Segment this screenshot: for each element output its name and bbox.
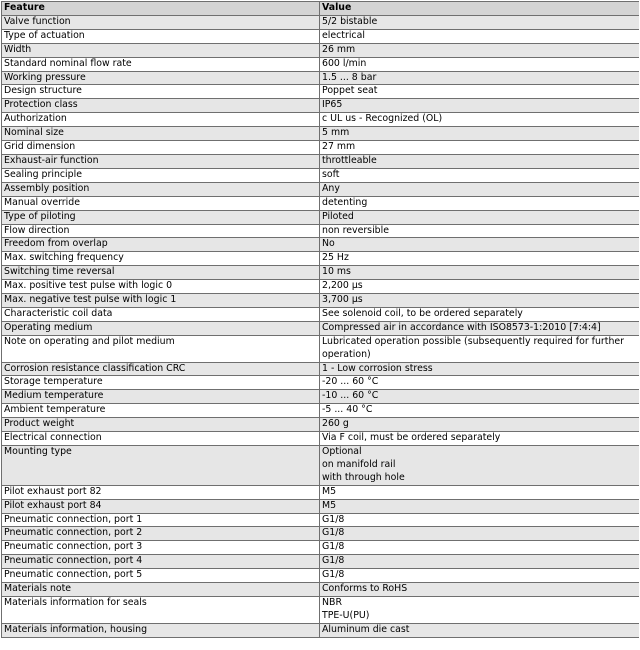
table-row	[2, 527, 640, 541]
feature-cell: Flow direction	[2, 224, 320, 238]
value-cell	[320, 555, 640, 569]
value-line: 27 mm	[322, 141, 356, 153]
table-row	[2, 29, 640, 43]
table-row	[2, 390, 640, 404]
feature-cell: Nominal size	[2, 127, 320, 141]
value-line: M5	[322, 499, 337, 511]
value-line: -5 ... 40 °C	[322, 404, 373, 416]
table-row	[2, 485, 640, 499]
value-line: G1/8	[322, 569, 345, 581]
feature-cell: Authorization	[2, 113, 320, 127]
value-line: Via F coil, must be ordered separately	[322, 432, 501, 444]
table-row	[2, 210, 640, 224]
feature-cell: Electrical connection	[2, 432, 320, 446]
table-row	[2, 127, 640, 141]
table-row	[2, 99, 640, 113]
value-line: non reversible	[322, 224, 389, 236]
table-row	[2, 196, 640, 210]
value-cell	[320, 321, 640, 335]
feature-cell: Pilot exhaust port 84	[2, 499, 320, 513]
table-row	[2, 432, 640, 446]
table-row	[2, 596, 640, 623]
table-row	[2, 43, 640, 57]
feature-cell: Protection class	[2, 99, 320, 113]
value-line: TPE-U(PU)	[322, 609, 370, 621]
value-line: 10 ms	[322, 266, 351, 278]
feature-cell: Max. switching frequency	[2, 252, 320, 266]
value-line: soft	[322, 168, 340, 180]
value-cell	[320, 335, 640, 362]
value-cell	[320, 527, 640, 541]
table-row	[2, 141, 640, 155]
feature-cell: Pneumatic connection, port 2	[2, 527, 320, 541]
table-row	[2, 294, 640, 308]
value-line: G1/8	[322, 541, 345, 553]
feature-cell: Working pressure	[2, 71, 320, 85]
value-cell	[320, 623, 640, 637]
value-cell	[320, 266, 640, 280]
table-row	[2, 376, 640, 390]
value-cell	[320, 196, 640, 210]
feature-cell: Grid dimension	[2, 141, 320, 155]
value-cell	[320, 362, 640, 376]
value-line: -20 ... 60 °C	[322, 376, 379, 388]
value-cell	[320, 390, 640, 404]
feature-cell: Medium temperature	[2, 390, 320, 404]
feature-cell: Design structure	[2, 85, 320, 99]
value-cell	[320, 210, 640, 224]
table-row	[2, 85, 640, 99]
feature-cell: Pneumatic connection, port 5	[2, 569, 320, 583]
value-line: electrical	[322, 29, 365, 41]
feature-cell: Mounting type	[2, 446, 320, 486]
feature-cell: Valve function	[2, 15, 320, 29]
value-cell	[320, 182, 640, 196]
feature-cell: Pilot exhaust port 82	[2, 485, 320, 499]
table-row	[2, 569, 640, 583]
value-line: c UL us - Recognized (OL)	[322, 113, 443, 125]
value-line: 5 mm	[322, 127, 350, 139]
table-row	[2, 182, 640, 196]
value-cell	[320, 446, 640, 486]
header-row	[2, 2, 640, 16]
table-row	[2, 266, 640, 280]
value-cell	[320, 418, 640, 432]
value-line: IP65	[322, 99, 343, 111]
feature-cell: Type of piloting	[2, 210, 320, 224]
table-row	[2, 335, 640, 362]
value-line: Compressed air in accordance with ISO8573-1:2010 [7:4:4]	[322, 321, 601, 333]
value-cell	[320, 43, 640, 57]
feature-cell: Materials note	[2, 583, 320, 597]
value-line: with through hole	[322, 471, 405, 483]
value-line: -10 ... 60 °C	[322, 390, 379, 402]
value-column-header: Value	[320, 2, 640, 16]
feature-cell: Materials information for seals	[2, 596, 320, 623]
value-cell	[320, 583, 640, 597]
table-row	[2, 71, 640, 85]
value-line: 1 - Low corrosion stress	[322, 362, 433, 374]
table-row	[2, 154, 640, 168]
feature-column-header: Feature	[2, 2, 320, 16]
value-cell	[320, 499, 640, 513]
feature-cell: Freedom from overlap	[2, 238, 320, 252]
table-row	[2, 57, 640, 71]
value-line: Piloted	[322, 210, 354, 222]
value-cell	[320, 168, 640, 182]
table-row	[2, 499, 640, 513]
feature-cell: Exhaust-air function	[2, 154, 320, 168]
feature-cell: Storage temperature	[2, 376, 320, 390]
value-line: 600 l/min	[322, 57, 367, 69]
feature-cell: Characteristic coil data	[2, 307, 320, 321]
value-cell	[320, 307, 640, 321]
feature-cell: Note on operating and pilot medium	[2, 335, 320, 362]
table-row	[2, 113, 640, 127]
table-row	[2, 583, 640, 597]
table-row	[2, 168, 640, 182]
value-line: Any	[322, 182, 340, 194]
value-line: Poppet seat	[322, 85, 378, 97]
value-line: 25 Hz	[322, 252, 349, 264]
value-line: Lubricated operation possible (subsequently required for further	[322, 335, 625, 347]
value-line: 5/2 bistable	[322, 15, 378, 27]
table-row	[2, 307, 640, 321]
value-cell	[320, 376, 640, 390]
table-row	[2, 15, 640, 29]
value-line: 260 g	[322, 418, 349, 430]
value-cell	[320, 29, 640, 43]
value-cell	[320, 541, 640, 555]
value-cell	[320, 85, 640, 99]
spec-table-header	[2, 2, 640, 16]
feature-cell: Standard nominal flow rate	[2, 57, 320, 71]
value-line: 3,700 µs	[322, 294, 363, 306]
value-cell	[320, 71, 640, 85]
value-line: See solenoid coil, to be ordered separately	[322, 307, 523, 319]
feature-cell: Type of actuation	[2, 29, 320, 43]
table-row	[2, 513, 640, 527]
value-line: detenting	[322, 196, 368, 208]
value-line: 2,200 µs	[322, 280, 363, 292]
value-cell	[320, 404, 640, 418]
table-row	[2, 623, 640, 637]
feature-cell: Manual override	[2, 196, 320, 210]
table-row	[2, 555, 640, 569]
table-row	[2, 362, 640, 376]
value-line: Optional	[322, 446, 362, 457]
spec-table	[1, 1, 639, 638]
value-cell	[320, 141, 640, 155]
feature-cell: Pneumatic connection, port 4	[2, 555, 320, 569]
value-line: No	[322, 238, 335, 250]
value-line: on manifold rail	[322, 458, 396, 470]
feature-cell: Sealing principle	[2, 168, 320, 182]
value-line: operation)	[322, 348, 371, 360]
value-cell	[320, 238, 640, 252]
spec-table-body	[2, 15, 640, 637]
feature-cell: Width	[2, 43, 320, 57]
table-row	[2, 321, 640, 335]
value-cell	[320, 485, 640, 499]
value-cell	[320, 127, 640, 141]
value-cell	[320, 294, 640, 308]
table-row	[2, 252, 640, 266]
feature-cell: Switching time reversal	[2, 266, 320, 280]
feature-cell: Pneumatic connection, port 3	[2, 541, 320, 555]
table-row	[2, 280, 640, 294]
value-cell	[320, 252, 640, 266]
table-row	[2, 238, 640, 252]
feature-cell: Materials information, housing	[2, 623, 320, 637]
table-row	[2, 224, 640, 238]
feature-cell: Assembly position	[2, 182, 320, 196]
value-line: M5	[322, 485, 337, 497]
value-line: NBR	[322, 596, 342, 608]
table-row	[2, 404, 640, 418]
value-line: Aluminum die cast	[322, 623, 410, 635]
feature-cell: Max. negative test pulse with logic 1	[2, 294, 320, 308]
feature-cell: Pneumatic connection, port 1	[2, 513, 320, 527]
value-cell	[320, 280, 640, 294]
table-row	[2, 418, 640, 432]
feature-cell: Max. positive test pulse with logic 0	[2, 280, 320, 294]
feature-cell: Ambient temperature	[2, 404, 320, 418]
value-cell	[320, 596, 640, 623]
spec-table-container	[1, 1, 639, 648]
table-row	[2, 446, 640, 486]
value-cell	[320, 99, 640, 113]
value-cell	[320, 113, 640, 127]
value-line: throttleable	[322, 154, 377, 166]
value-cell	[320, 513, 640, 527]
value-line: 1.5 ... 8 bar	[322, 71, 377, 83]
table-row	[2, 541, 640, 555]
feature-cell: Corrosion resistance classification CRC	[2, 362, 320, 376]
value-cell	[320, 432, 640, 446]
value-cell	[320, 15, 640, 29]
value-line: G1/8	[322, 555, 345, 567]
value-cell	[320, 569, 640, 583]
value-line: 26 mm	[322, 43, 356, 55]
value-line: G1/8	[322, 527, 345, 539]
value-cell	[320, 224, 640, 238]
feature-cell: Operating medium	[2, 321, 320, 335]
value-line: G1/8	[322, 513, 345, 525]
value-cell	[320, 57, 640, 71]
value-line: Conforms to RoHS	[322, 583, 408, 595]
feature-cell: Product weight	[2, 418, 320, 432]
value-cell	[320, 154, 640, 168]
